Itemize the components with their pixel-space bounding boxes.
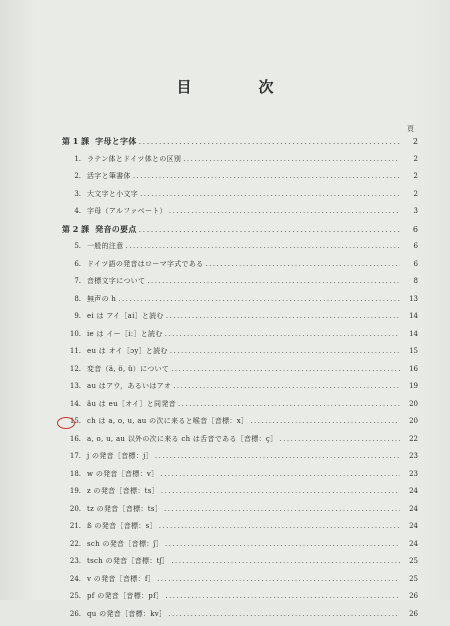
page-title: 目 次 xyxy=(0,76,450,97)
page-number: 14 xyxy=(400,312,418,320)
entry-number: 8. xyxy=(62,295,87,303)
entry-number: 14. xyxy=(62,400,87,408)
toc-entry-row xyxy=(62,381,418,399)
entry-number: 12. xyxy=(62,365,87,373)
page-number: 23 xyxy=(400,470,418,478)
chapter-number: 第 2 課 xyxy=(62,224,95,235)
entry-title: 一般的注意 xyxy=(87,241,126,251)
toc-entry-row xyxy=(62,311,418,329)
entry-title: eu は オイ［ɔy］と読む xyxy=(87,346,170,356)
entry-title: au はアウ，あるいはアオ xyxy=(87,381,173,391)
leader-dots xyxy=(133,172,400,180)
leader-dots xyxy=(155,452,400,460)
page-number: 8 xyxy=(400,277,418,285)
page-number: 24 xyxy=(400,522,418,530)
entry-title: ラテン体とドイツ体との区別 xyxy=(87,154,183,164)
entry-number: 18. xyxy=(62,470,87,478)
toc-entry-row xyxy=(62,276,418,294)
entry-number: 17. xyxy=(62,452,87,460)
page-number: 15 xyxy=(400,347,418,355)
entry-number: 15. xyxy=(62,417,87,425)
chapter-title: 発音の要点 xyxy=(95,224,139,235)
entry-title: äu は eu［オイ］と同発音 xyxy=(87,399,178,409)
entry-number: 23. xyxy=(62,557,87,565)
leader-dots xyxy=(173,382,400,390)
toc-entry-row xyxy=(62,504,418,522)
toc-entry-row xyxy=(62,574,418,592)
entry-title: ch は a, o, u, au の次に来ると喉音［音標：x］ xyxy=(87,416,250,426)
leader-dots xyxy=(250,417,400,425)
leader-dots xyxy=(157,575,400,583)
entry-title: w の発音［音標：v］ xyxy=(87,469,160,479)
page-number: 24 xyxy=(400,505,418,513)
toc-entry-row xyxy=(62,469,418,487)
leader-dots xyxy=(165,330,400,338)
toc-entry-row xyxy=(62,556,418,574)
leader-dots xyxy=(139,137,400,146)
leader-dots xyxy=(159,522,400,530)
entry-title: 無声の h xyxy=(87,294,118,304)
leader-dots xyxy=(171,365,400,373)
red-circle-mark xyxy=(57,417,75,429)
entry-number: 5. xyxy=(62,242,87,250)
table-of-contents xyxy=(62,136,418,626)
entry-number: 13. xyxy=(62,382,87,390)
leader-dots xyxy=(168,610,400,618)
entry-number: 25. xyxy=(62,592,87,600)
page-number: 25 xyxy=(400,557,418,565)
page-number: 3 xyxy=(400,207,418,215)
leader-dots xyxy=(166,312,400,320)
entry-number: 20. xyxy=(62,505,87,513)
page-number: 14 xyxy=(400,330,418,338)
page-number: 2 xyxy=(400,172,418,180)
toc-entry-row xyxy=(62,189,418,207)
page-number: 6 xyxy=(400,242,418,250)
leader-dots xyxy=(169,207,400,215)
page-number: 2 xyxy=(400,155,418,163)
leader-dots xyxy=(178,400,400,408)
toc-entry-row xyxy=(62,241,418,259)
entry-number: 16. xyxy=(62,435,87,443)
toc-entry-row xyxy=(62,416,418,434)
leader-dots xyxy=(147,277,400,285)
page-number: 20 xyxy=(400,400,418,408)
leader-dots xyxy=(164,505,400,513)
entry-number: 21. xyxy=(62,522,87,530)
entry-number: 2. xyxy=(62,172,87,180)
toc-entry-row xyxy=(62,521,418,539)
toc-chapter-row xyxy=(62,136,418,154)
entry-number: 7. xyxy=(62,277,87,285)
entry-number: 9. xyxy=(62,312,87,320)
page-number: 19 xyxy=(400,382,418,390)
toc-entry-row xyxy=(62,206,418,224)
leader-dots xyxy=(205,260,400,268)
entry-number: 3. xyxy=(62,190,87,198)
toc-entry-row xyxy=(62,154,418,172)
page-number: 20 xyxy=(400,417,418,425)
leader-dots xyxy=(183,155,400,163)
entry-title: tsch の発音［音標：tʃ］ xyxy=(87,556,171,566)
entry-title: 大文字と小文字 xyxy=(87,189,140,199)
entry-title: tz の発音［音標：ts］ xyxy=(87,504,164,514)
entry-title: 変音（ä, ö, ü）について xyxy=(87,364,171,374)
toc-entry-row xyxy=(62,346,418,364)
chapter-title: 字母と字体 xyxy=(95,136,139,147)
entry-title: v の発音［音標：f］ xyxy=(87,574,157,584)
page-number: 24 xyxy=(400,487,418,495)
toc-entry-row xyxy=(62,259,418,277)
entry-title: a, o, u, au 以外の次に来る ch は舌音である［音標：ç］ xyxy=(87,434,279,444)
page-number: 6 xyxy=(400,260,418,268)
entry-title: j の発音［音標：j］ xyxy=(87,451,155,461)
leader-dots xyxy=(161,487,400,495)
entry-title: 活字と筆書体 xyxy=(87,171,133,181)
entry-title: sch の発音［音標：ʃ］ xyxy=(87,539,165,549)
leader-dots xyxy=(118,295,400,303)
leader-dots xyxy=(160,470,400,478)
leader-dots xyxy=(170,347,400,355)
leader-dots xyxy=(165,592,400,600)
page-number: 26 xyxy=(400,610,418,618)
page-number: 2 xyxy=(400,137,418,146)
entry-title: 字母（アルファベート） xyxy=(87,206,169,216)
toc-entry-row xyxy=(62,539,418,557)
toc-entry-row xyxy=(62,486,418,504)
toc-entry-row xyxy=(62,329,418,347)
entry-title: ß の発音［音標：s］ xyxy=(87,521,159,531)
entry-number: 22. xyxy=(62,540,87,548)
entry-title: ドイツ語の発音はローマ字式である xyxy=(87,259,205,269)
page-number: 25 xyxy=(400,575,418,583)
toc-entry-row xyxy=(62,399,418,417)
entry-number: 24. xyxy=(62,575,87,583)
toc-entry-row xyxy=(62,609,418,626)
entry-title: ie は イー［iː］と読む xyxy=(87,329,165,339)
leader-dots xyxy=(126,242,401,250)
page-number: 6 xyxy=(400,225,418,234)
entry-number: 19. xyxy=(62,487,87,495)
page-number: 26 xyxy=(400,592,418,600)
entry-number: 1. xyxy=(62,155,87,163)
entry-number: 10. xyxy=(62,330,87,338)
entry-title: z の発音［音標：ts］ xyxy=(87,486,161,496)
entry-number: 6. xyxy=(62,260,87,268)
page-number: 2 xyxy=(400,190,418,198)
page-column-label: 頁 xyxy=(407,124,414,134)
leader-dots xyxy=(279,435,400,443)
chapter-number: 第 1 課 xyxy=(62,136,95,147)
entry-title: ei は アイ［ai］と読む xyxy=(87,311,166,321)
toc-entry-row xyxy=(62,434,418,452)
entry-number: 11. xyxy=(62,347,87,355)
toc-chapter-row xyxy=(62,224,418,242)
toc-entry-row xyxy=(62,451,418,469)
page-number: 22 xyxy=(400,435,418,443)
entry-number: 26. xyxy=(62,610,87,618)
entry-title: 音標文字について xyxy=(87,276,147,286)
page-number: 24 xyxy=(400,540,418,548)
leader-dots xyxy=(139,225,400,234)
entry-number: 4. xyxy=(62,207,87,215)
toc-entry-row xyxy=(62,294,418,312)
entry-title: pf の発音［音標：pf］ xyxy=(87,591,165,601)
leader-dots xyxy=(165,540,400,548)
leader-dots xyxy=(171,557,400,565)
toc-entry-row xyxy=(62,171,418,189)
page-number: 16 xyxy=(400,365,418,373)
toc-entry-row xyxy=(62,364,418,382)
leader-dots xyxy=(140,190,400,198)
entry-title: qu の発音［音標：kv］ xyxy=(87,609,168,619)
page-number: 23 xyxy=(400,452,418,460)
page-number: 13 xyxy=(400,295,418,303)
